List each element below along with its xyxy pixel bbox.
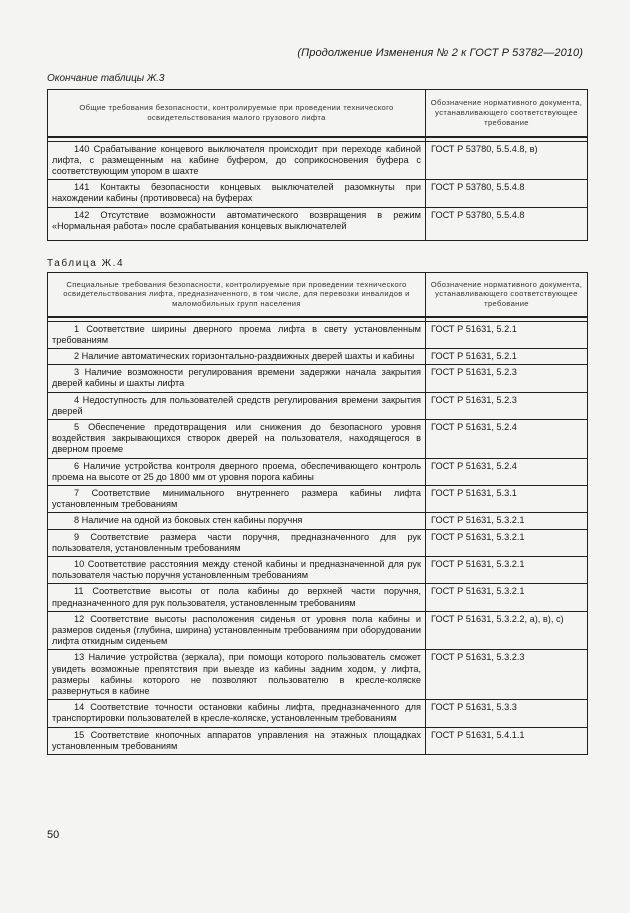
requirement-cell: 142 Отсутствие возможности автоматического возвращения в режим «Нормальная работа» после срабатывания концевых выключателей bbox=[48, 207, 426, 240]
reference-cell: ГОСТ Р 51631, 5.2.3 bbox=[426, 365, 588, 392]
reference-cell: ГОСТ Р 51631, 5.2.1 bbox=[426, 348, 588, 364]
requirement-cell: 5 Обеспечение предотвращения или снижения до безопасного уровня воздействия закрывающихся створок дверей на пользователя, находящегося в дверном проеме bbox=[48, 419, 426, 458]
table-row bbox=[48, 392, 588, 419]
table-row bbox=[48, 727, 588, 754]
reference-cell: ГОСТ Р 51631, 5.3.1 bbox=[426, 485, 588, 512]
requirement-cell: 6 Наличие устройства контроля дверного проема, обеспечивающего контроль проема на высоте от 25 до 1800 мм от уровня порога кабины bbox=[48, 458, 426, 485]
requirement-cell: 15 Соответствие кнопочных аппаратов управления на этажных площадках установленным требованиям bbox=[48, 727, 426, 754]
table-zh3-header-requirements: Общие требования безопасности, контролируемые при проведении технического освидетельствования малого грузового лифта bbox=[48, 90, 426, 137]
table-zh3-header-reference: Обозначение нормативного документа, устанавливающего соответствующее требование bbox=[426, 90, 588, 137]
requirement-cell: 2 Наличие автоматических горизонтально-раздвижных дверей шахты и кабины bbox=[48, 348, 426, 364]
reference-cell: ГОСТ Р 53780, 5.5.4.8 bbox=[426, 180, 588, 207]
reference-cell: ГОСТ Р 51631, 5.3.2.3 bbox=[426, 650, 588, 700]
requirement-cell: 7 Соответствие минимального внутреннего размера кабины лифта установленным требованиям bbox=[48, 485, 426, 512]
reference-cell: ГОСТ Р 51631, 5.3.2.1 bbox=[426, 513, 588, 529]
table-row bbox=[48, 485, 588, 512]
requirement-cell: 13 Наличие устройства (зеркала), при помощи которого пользователь сможет увидеть возможные препятствия при выезде из кабины задним ходом, у лифта, размеры кабины которого не позволяют пользователю в кресле-коляске развернуться в кабине bbox=[48, 650, 426, 700]
reference-cell: ГОСТ Р 51631, 5.2.4 bbox=[426, 458, 588, 485]
requirement-cell: 12 Соответствие высоты расположения сиденья от уровня пола кабины и размеров сиденья (глубина, ширина) установленным требованиям при оборудовании лифта откидным сиденьем bbox=[48, 611, 426, 650]
table-zh4-header-requirements: Специальные требования безопасности, контролируемые при проведении технического освидетельствования лифта, предназначенного, в том числе, для перевозки инвалидов и маломобильных групп населения bbox=[48, 273, 426, 317]
table-row bbox=[48, 180, 588, 207]
requirement-cell: 4 Недоступность для пользователей средств регулирования времени закрытия дверей bbox=[48, 392, 426, 419]
reference-cell: ГОСТ Р 51631, 5.2.4 bbox=[426, 419, 588, 458]
page-number: 50 bbox=[47, 829, 60, 841]
table-zh4 bbox=[47, 272, 588, 755]
table-row bbox=[48, 419, 588, 458]
reference-cell: ГОСТ Р 51631, 5.3.2.1 bbox=[426, 529, 588, 556]
table-row bbox=[48, 365, 588, 392]
table-zh3 bbox=[47, 89, 588, 241]
running-header: (Продолжение Изменения № 2 к ГОСТ Р 53782—2010) bbox=[297, 47, 583, 59]
reference-cell: ГОСТ Р 53780, 5.5.4.8 bbox=[426, 207, 588, 240]
table-row bbox=[48, 611, 588, 650]
reference-cell: ГОСТ Р 51631, 5.3.2.2, а), в), с) bbox=[426, 611, 588, 650]
table-row bbox=[48, 529, 588, 556]
requirement-cell: 1 Соответствие ширины дверного проема лифта в свету установленным требованиям bbox=[48, 321, 426, 348]
table-row bbox=[48, 700, 588, 727]
reference-cell: ГОСТ Р 51631, 5.3.3 bbox=[426, 700, 588, 727]
requirement-cell: 10 Соответствие расстояния между стеной кабины и предназначенной для рук пользователя частью поручня установленным требованиям bbox=[48, 556, 426, 583]
table-row bbox=[48, 321, 588, 348]
requirement-cell: 14 Соответствие точности остановки кабины лифта, предназначенного для транспортировки пользователей в кресле-коляске, установленным требованиям bbox=[48, 700, 426, 727]
table-row bbox=[48, 141, 588, 180]
reference-cell: ГОСТ Р 53780, 5.5.4.8, в) bbox=[426, 141, 588, 180]
table-row bbox=[48, 556, 588, 583]
table-zh4-header-reference: Обозначение нормативного документа, устанавливающего соответствующее требование bbox=[426, 273, 588, 317]
requirement-cell: 9 Соответствие размера части поручня, предназначенного для рук пользователя, установленным требованиям bbox=[48, 529, 426, 556]
requirement-cell: 141 Контакты безопасности концевых выключателей разомкнуты при нахождении кабины (противовеса) на буферах bbox=[48, 180, 426, 207]
table-zh3-caption: Окончание таблицы Ж.3 bbox=[47, 73, 165, 84]
reference-cell: ГОСТ Р 51631, 5.3.2.1 bbox=[426, 584, 588, 611]
table-row bbox=[48, 458, 588, 485]
requirement-cell: 140 Срабатывание концевого выключателя происходит при переходе кабиной лифта, с размещенным на кабине буфером, до соприкосновения буфера с соответствующим упором в шахте bbox=[48, 141, 426, 180]
table-row bbox=[48, 207, 588, 240]
reference-cell: ГОСТ Р 51631, 5.2.1 bbox=[426, 321, 588, 348]
table-row bbox=[48, 650, 588, 700]
requirement-cell: 11 Соответствие высоты от пола кабины до верхней части поручня, предназначенного для рук пользователя, установленным требованиям bbox=[48, 584, 426, 611]
reference-cell: ГОСТ Р 51631, 5.3.2.1 bbox=[426, 556, 588, 583]
requirement-cell: 8 Наличие на одной из боковых стен кабины поручня bbox=[48, 513, 426, 529]
table-zh4-caption: Таблица Ж.4 bbox=[47, 258, 125, 269]
reference-cell: ГОСТ Р 51631, 5.2.3 bbox=[426, 392, 588, 419]
reference-cell: ГОСТ Р 51631, 5.4.1.1 bbox=[426, 727, 588, 754]
table-row bbox=[48, 584, 588, 611]
table-row bbox=[48, 348, 588, 364]
requirement-cell: 3 Наличие возможности регулирования времени задержки начала закрытия дверей кабины и шахты лифта bbox=[48, 365, 426, 392]
table-row bbox=[48, 513, 588, 529]
